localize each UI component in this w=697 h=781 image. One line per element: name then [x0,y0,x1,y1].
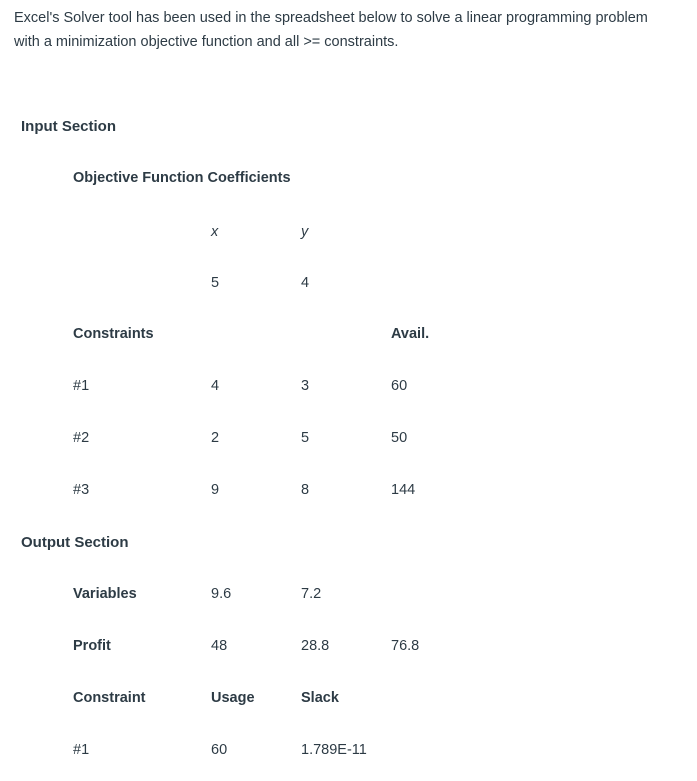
objective-coef-x: 5 [211,275,220,291]
var-y-header: y [301,224,309,240]
output-section-title: Output Section [21,534,129,551]
constraint-coef-y: 8 [301,482,310,498]
constraint-label: #1 [73,378,90,394]
variables-label: Variables [73,586,137,602]
output-constraint-slack: 1.789E-11 [301,742,367,758]
variable-y-value: 7.2 [301,586,322,602]
constraint-coef-x: 4 [211,378,220,394]
constraint-coef-y: 3 [301,378,310,394]
slack-header: Slack [301,690,339,706]
input-section-title: Input Section [21,118,116,135]
output-constraint-label: #1 [73,742,90,758]
variable-x-value: 9.6 [211,586,232,602]
profit-label: Profit [73,638,111,654]
problem-statement-line-1: Excel's Solver tool has been used in the spreadsheet below to solve a linear programming problem [14,10,648,26]
avail-header: Avail. [391,326,430,342]
problem-statement [14,6,694,54]
problem-statement-line-2: with a minimization objective function and all >= constraints. [14,34,399,50]
profit-y-value: 28.8 [301,638,330,654]
constraint-label: #3 [73,482,90,498]
constraint-header: Constraint [73,690,146,706]
constraint-avail: 144 [391,482,416,498]
constraint-coef-x: 9 [211,482,220,498]
var-x-header: x [211,224,219,240]
objective-coef-y: 4 [301,275,310,291]
profit-total-value: 76.8 [391,638,420,654]
constraints-label: Constraints [73,326,154,342]
constraint-coef-x: 2 [211,430,220,446]
objective-coefficients-title: Objective Function Coefficients [73,170,291,186]
constraint-coef-y: 5 [301,430,310,446]
constraint-avail: 50 [391,430,408,446]
usage-header: Usage [211,690,255,706]
output-constraint-usage: 60 [211,742,228,758]
constraint-avail: 60 [391,378,408,394]
constraint-label: #2 [73,430,90,446]
profit-x-value: 48 [211,638,228,654]
